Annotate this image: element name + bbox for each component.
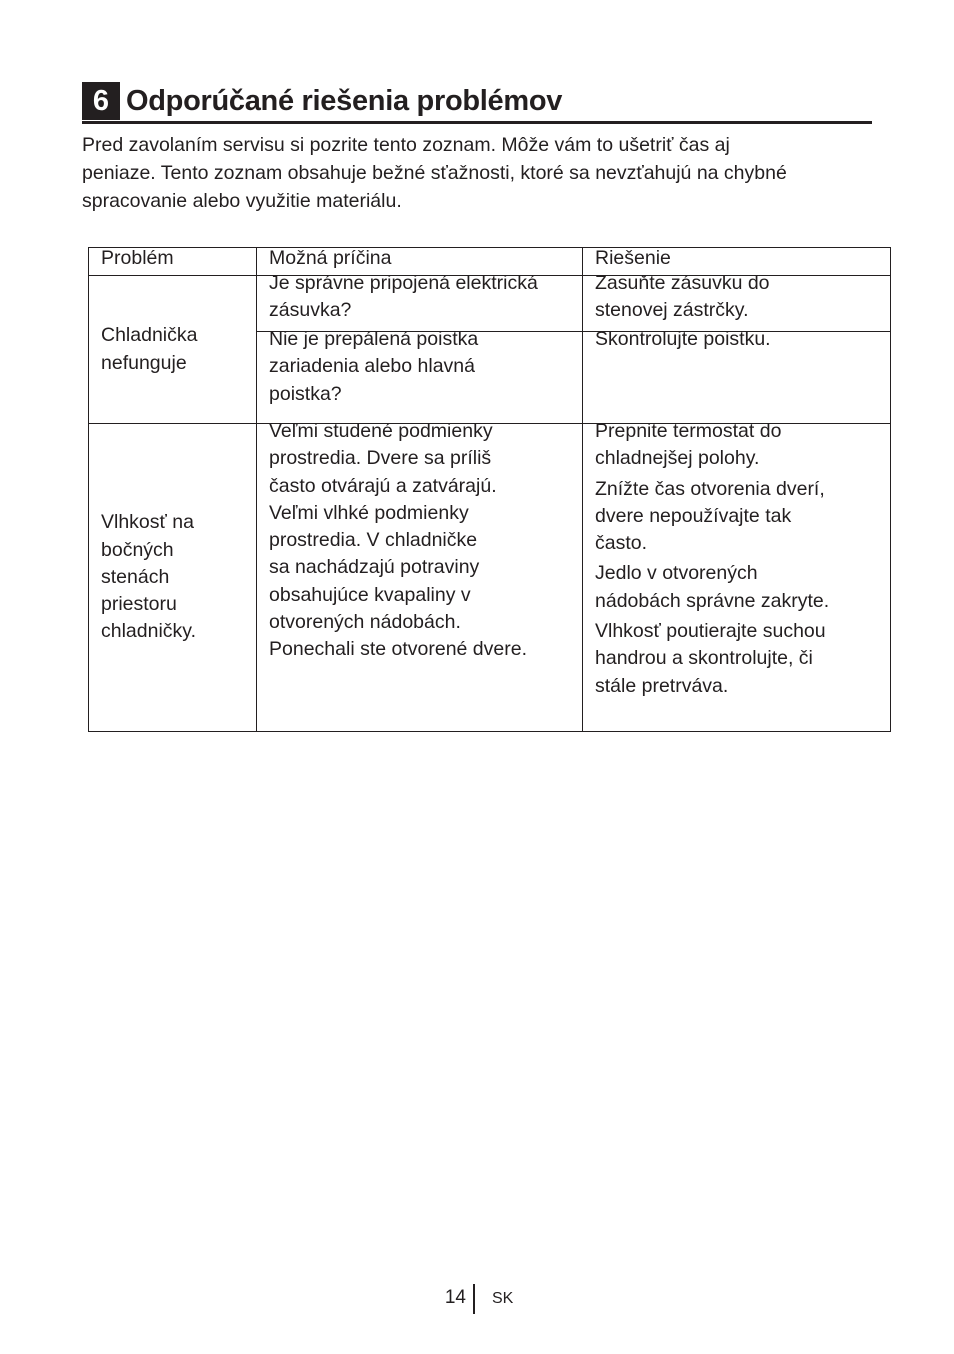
solution-paragraph <box>595 418 886 473</box>
cause-cell <box>257 420 583 732</box>
solution-line: nádobách správne zakryte. <box>595 589 830 612</box>
solution-line: stenovej zástrčky. <box>595 299 749 322</box>
header-solution: Riešenie <box>583 248 891 276</box>
problem-line: nefunguje <box>101 351 187 374</box>
header-problem: Problém <box>89 248 257 276</box>
solution-line: Skontrolujte poistku. <box>595 328 771 350</box>
solution-line: stále pretrváva. <box>595 674 729 697</box>
problem-line: Vlhkosť na <box>101 511 194 534</box>
language-code: SK <box>492 1290 514 1307</box>
cause-line: Veľmi vlhké podmienky <box>269 501 469 524</box>
cause-cell <box>257 272 583 332</box>
solution-paragraph <box>595 476 886 558</box>
solution-cell <box>583 420 891 732</box>
solution-line: Znížte čas otvorenia dverí, <box>595 477 825 500</box>
problem-cell <box>89 424 257 732</box>
footer-divider <box>473 1284 475 1314</box>
solution-line: handrou a skontrolujte, či <box>595 647 813 670</box>
cause-line: prostredia. V chladničke <box>269 529 478 552</box>
cause-line: zásuvka? <box>269 299 352 322</box>
table-row <box>89 276 891 332</box>
page-number: 14 <box>444 1287 466 1308</box>
cause-line: Nie je prepálená poistka <box>269 328 479 350</box>
section-number-badge: 6 <box>82 82 120 120</box>
troubleshooting-table <box>88 247 891 732</box>
section-heading <box>82 80 872 124</box>
cause-line: poistka? <box>269 382 342 405</box>
cause-line: obsahujúce kvapaliny v <box>269 583 471 606</box>
solution-line: dvere nepoužívajte tak <box>595 504 792 527</box>
intro-line: peniaze. Tento zoznam obsahuje bežné sťažnosti, ktoré sa nevzťahujú na chybné <box>82 162 787 184</box>
solution-line: Vlhkosť poutierajte suchou <box>595 620 826 643</box>
problem-line: stenách <box>101 565 170 588</box>
table-row <box>89 424 891 732</box>
cause-line: Ponechali ste otvorené dvere. <box>269 638 527 661</box>
problem-line: chladničky. <box>101 620 197 643</box>
intro-paragraph <box>82 131 882 215</box>
intro-line: Pred zavolaním servisu si pozrite tento zoznam. Môže vám to ušetriť čas aj <box>82 134 730 156</box>
cause-line: sa nachádzajú potraviny <box>269 556 480 579</box>
cause-line: často otvárajú a zatvárajú. <box>269 474 497 497</box>
header-cause: Možná príčina <box>257 248 583 276</box>
solution-line: často. <box>595 532 648 555</box>
cause-line: zariadenia alebo hlavná <box>269 355 475 378</box>
cause-cell <box>257 328 583 424</box>
problem-line: Chladnička <box>101 324 198 347</box>
problem-cell <box>89 276 257 424</box>
solution-line: Prepnite termostat do <box>595 420 782 442</box>
section-title: Odporúčané riešenia problémov <box>126 85 563 117</box>
page-footer <box>0 1284 954 1314</box>
solution-line: Zasuňte zásuvku do <box>595 272 770 294</box>
solution-paragraph <box>595 618 886 700</box>
intro-line: spracovanie alebo využitie materiálu. <box>82 190 402 212</box>
solution-line: chladnejšej polohy. <box>595 447 760 470</box>
cause-line: Je správne pripojená elektrická <box>269 272 538 294</box>
solution-cell <box>583 328 891 424</box>
problem-line: bočných <box>101 538 174 561</box>
problem-line: priestoru <box>101 593 177 616</box>
solution-cell <box>583 272 891 332</box>
solution-line: Jedlo v otvorených <box>595 562 758 585</box>
cause-line: prostredia. Dvere sa príliš <box>269 447 492 470</box>
cause-line: otvorených nádobách. <box>269 611 461 634</box>
solution-paragraph <box>595 560 886 615</box>
cause-line: Veľmi studené podmienky <box>269 420 493 442</box>
